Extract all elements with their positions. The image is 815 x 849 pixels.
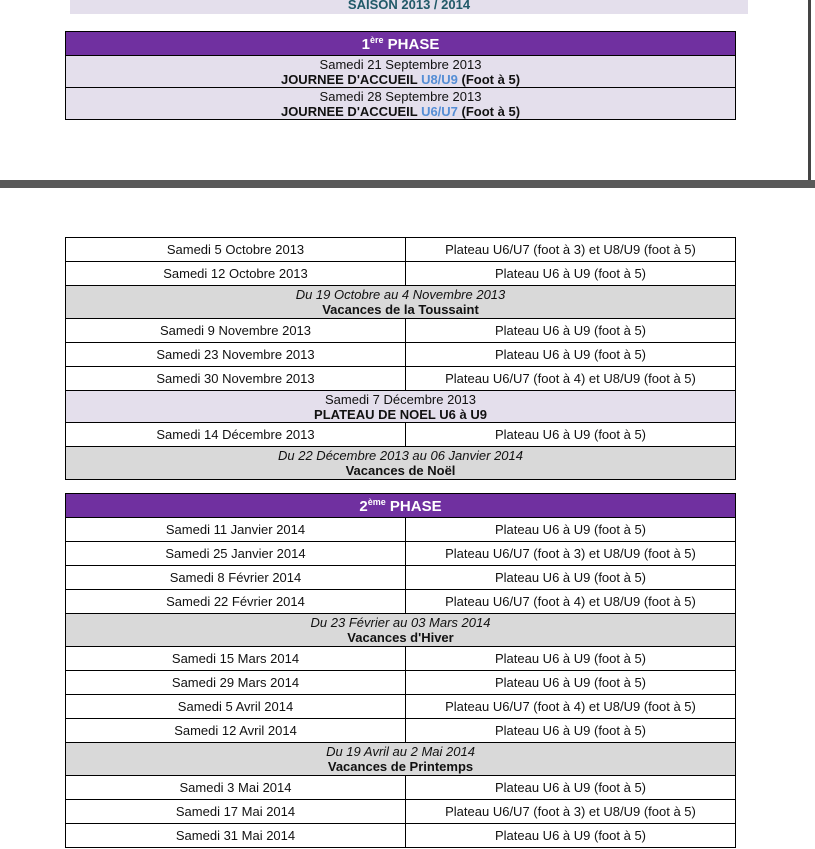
phase2-table xyxy=(65,493,736,848)
event-cell: Plateau U6 à U9 (foot à 5) xyxy=(406,776,736,800)
date-cell: Samedi 25 Janvier 2014 xyxy=(66,542,406,566)
event-cell: Plateau U6/U7 (foot à 4) et U8/U9 (foot à 5) xyxy=(406,695,736,719)
holiday-period: Du 22 Décembre 2013 au 06 Janvier 2014 xyxy=(278,448,523,463)
event-cell: Plateau U6 à U9 (foot à 5) xyxy=(406,719,736,743)
date-cell: Samedi 15 Mars 2014 xyxy=(66,647,406,671)
schedule-row xyxy=(66,800,736,824)
schedule-row xyxy=(66,367,736,391)
phase2-header: 2ème PHASE xyxy=(66,494,736,518)
schedule-row xyxy=(66,423,736,447)
holiday-period: Du 19 Octobre au 4 Novembre 2013 xyxy=(295,287,506,302)
date-cell: Samedi 23 Novembre 2013 xyxy=(66,343,406,367)
schedule-row xyxy=(66,343,736,367)
schedule-row xyxy=(66,590,736,614)
schedule-row xyxy=(66,824,736,848)
holiday-label: Vacances de la Toussaint xyxy=(322,302,479,317)
holiday-row xyxy=(66,447,736,480)
phase1-header: 1ère PHASE xyxy=(66,32,736,56)
date-cell: Samedi 11 Janvier 2014 xyxy=(66,518,406,542)
date-cell: Samedi 3 Mai 2014 xyxy=(66,776,406,800)
event-cell: Plateau U6 à U9 (foot à 5) xyxy=(406,518,736,542)
date-cell: Samedi 5 Octobre 2013 xyxy=(66,238,406,262)
schedule-row xyxy=(66,542,736,566)
date-cell: Samedi 22 Février 2014 xyxy=(66,590,406,614)
schedule-row xyxy=(66,719,736,743)
holiday-period: Du 23 Février au 03 Mars 2014 xyxy=(310,615,491,630)
special-event-row xyxy=(66,391,736,423)
date-cell: Samedi 17 Mai 2014 xyxy=(66,800,406,824)
schedule-row xyxy=(66,776,736,800)
holiday-row xyxy=(66,286,736,319)
event-cell: Plateau U6/U7 (foot à 3) et U8/U9 (foot à 5) xyxy=(406,800,736,824)
holiday-label: Vacances d'Hiver xyxy=(347,630,454,645)
schedule-row xyxy=(66,518,736,542)
phase1-table xyxy=(65,31,736,120)
event-cell: Plateau U6/U7 (foot à 3) et U8/U9 (foot à 5) xyxy=(406,542,736,566)
event-cell: Plateau U6 à U9 (foot à 5) xyxy=(406,423,736,447)
holiday-row xyxy=(66,743,736,776)
date-cell: Samedi 8 Février 2014 xyxy=(66,566,406,590)
page-separator xyxy=(0,180,815,188)
date-cell: Samedi 29 Mars 2014 xyxy=(66,671,406,695)
event-cell: Plateau U6/U7 (foot à 4) et U8/U9 (foot à 5) xyxy=(406,590,736,614)
schedule-row xyxy=(66,566,736,590)
event-cell: Plateau U6 à U9 (foot à 5) xyxy=(406,343,736,367)
welcome-day-row: Samedi 28 Septembre 2013 JOURNEE D'ACCUEIL U6/U7 (Foot à 5) xyxy=(66,88,736,120)
schedule-row xyxy=(66,238,736,262)
event-cell: Plateau U6 à U9 (foot à 5) xyxy=(406,319,736,343)
date-cell: Samedi 5 Avril 2014 xyxy=(66,695,406,719)
date-cell: Samedi 14 Décembre 2013 xyxy=(66,423,406,447)
holiday-row xyxy=(66,614,736,647)
page-edge xyxy=(808,0,811,181)
schedule-table-1 xyxy=(65,237,736,480)
event-cell: Plateau U6/U7 (foot à 3) et U8/U9 (foot à 5) xyxy=(406,238,736,262)
holiday-period: Du 19 Avril au 2 Mai 2014 xyxy=(326,744,475,759)
schedule-row xyxy=(66,695,736,719)
event-cell: Plateau U6/U7 (foot à 4) et U8/U9 (foot à 5) xyxy=(406,367,736,391)
event-cell: Plateau U6 à U9 (foot à 5) xyxy=(406,824,736,848)
season-title: SAISON 2013 / 2014 xyxy=(70,0,748,14)
date-cell: Samedi 31 Mai 2014 xyxy=(66,824,406,848)
event-cell: Plateau U6 à U9 (foot à 5) xyxy=(406,566,736,590)
event-cell: Plateau U6 à U9 (foot à 5) xyxy=(406,262,736,286)
schedule-row xyxy=(66,671,736,695)
schedule-row xyxy=(66,319,736,343)
holiday-label: Vacances de Printemps xyxy=(327,759,474,774)
event-label: PLATEAU DE NOEL U6 à U9 xyxy=(314,406,487,422)
holiday-label: Vacances de Noël xyxy=(345,463,456,478)
schedule-row xyxy=(66,647,736,671)
event-cell: Plateau U6 à U9 (foot à 5) xyxy=(406,671,736,695)
date-cell: Samedi 30 Novembre 2013 xyxy=(66,367,406,391)
welcome-day-row: Samedi 21 Septembre 2013 JOURNEE D'ACCUEIL U8/U9 (Foot à 5) xyxy=(66,56,736,88)
event-cell: Plateau U6 à U9 (foot à 5) xyxy=(406,647,736,671)
date-cell: Samedi 12 Octobre 2013 xyxy=(66,262,406,286)
event-date: Samedi 7 Décembre 2013 xyxy=(324,391,477,407)
date-cell: Samedi 12 Avril 2014 xyxy=(66,719,406,743)
date-cell: Samedi 9 Novembre 2013 xyxy=(66,319,406,343)
schedule-row xyxy=(66,262,736,286)
